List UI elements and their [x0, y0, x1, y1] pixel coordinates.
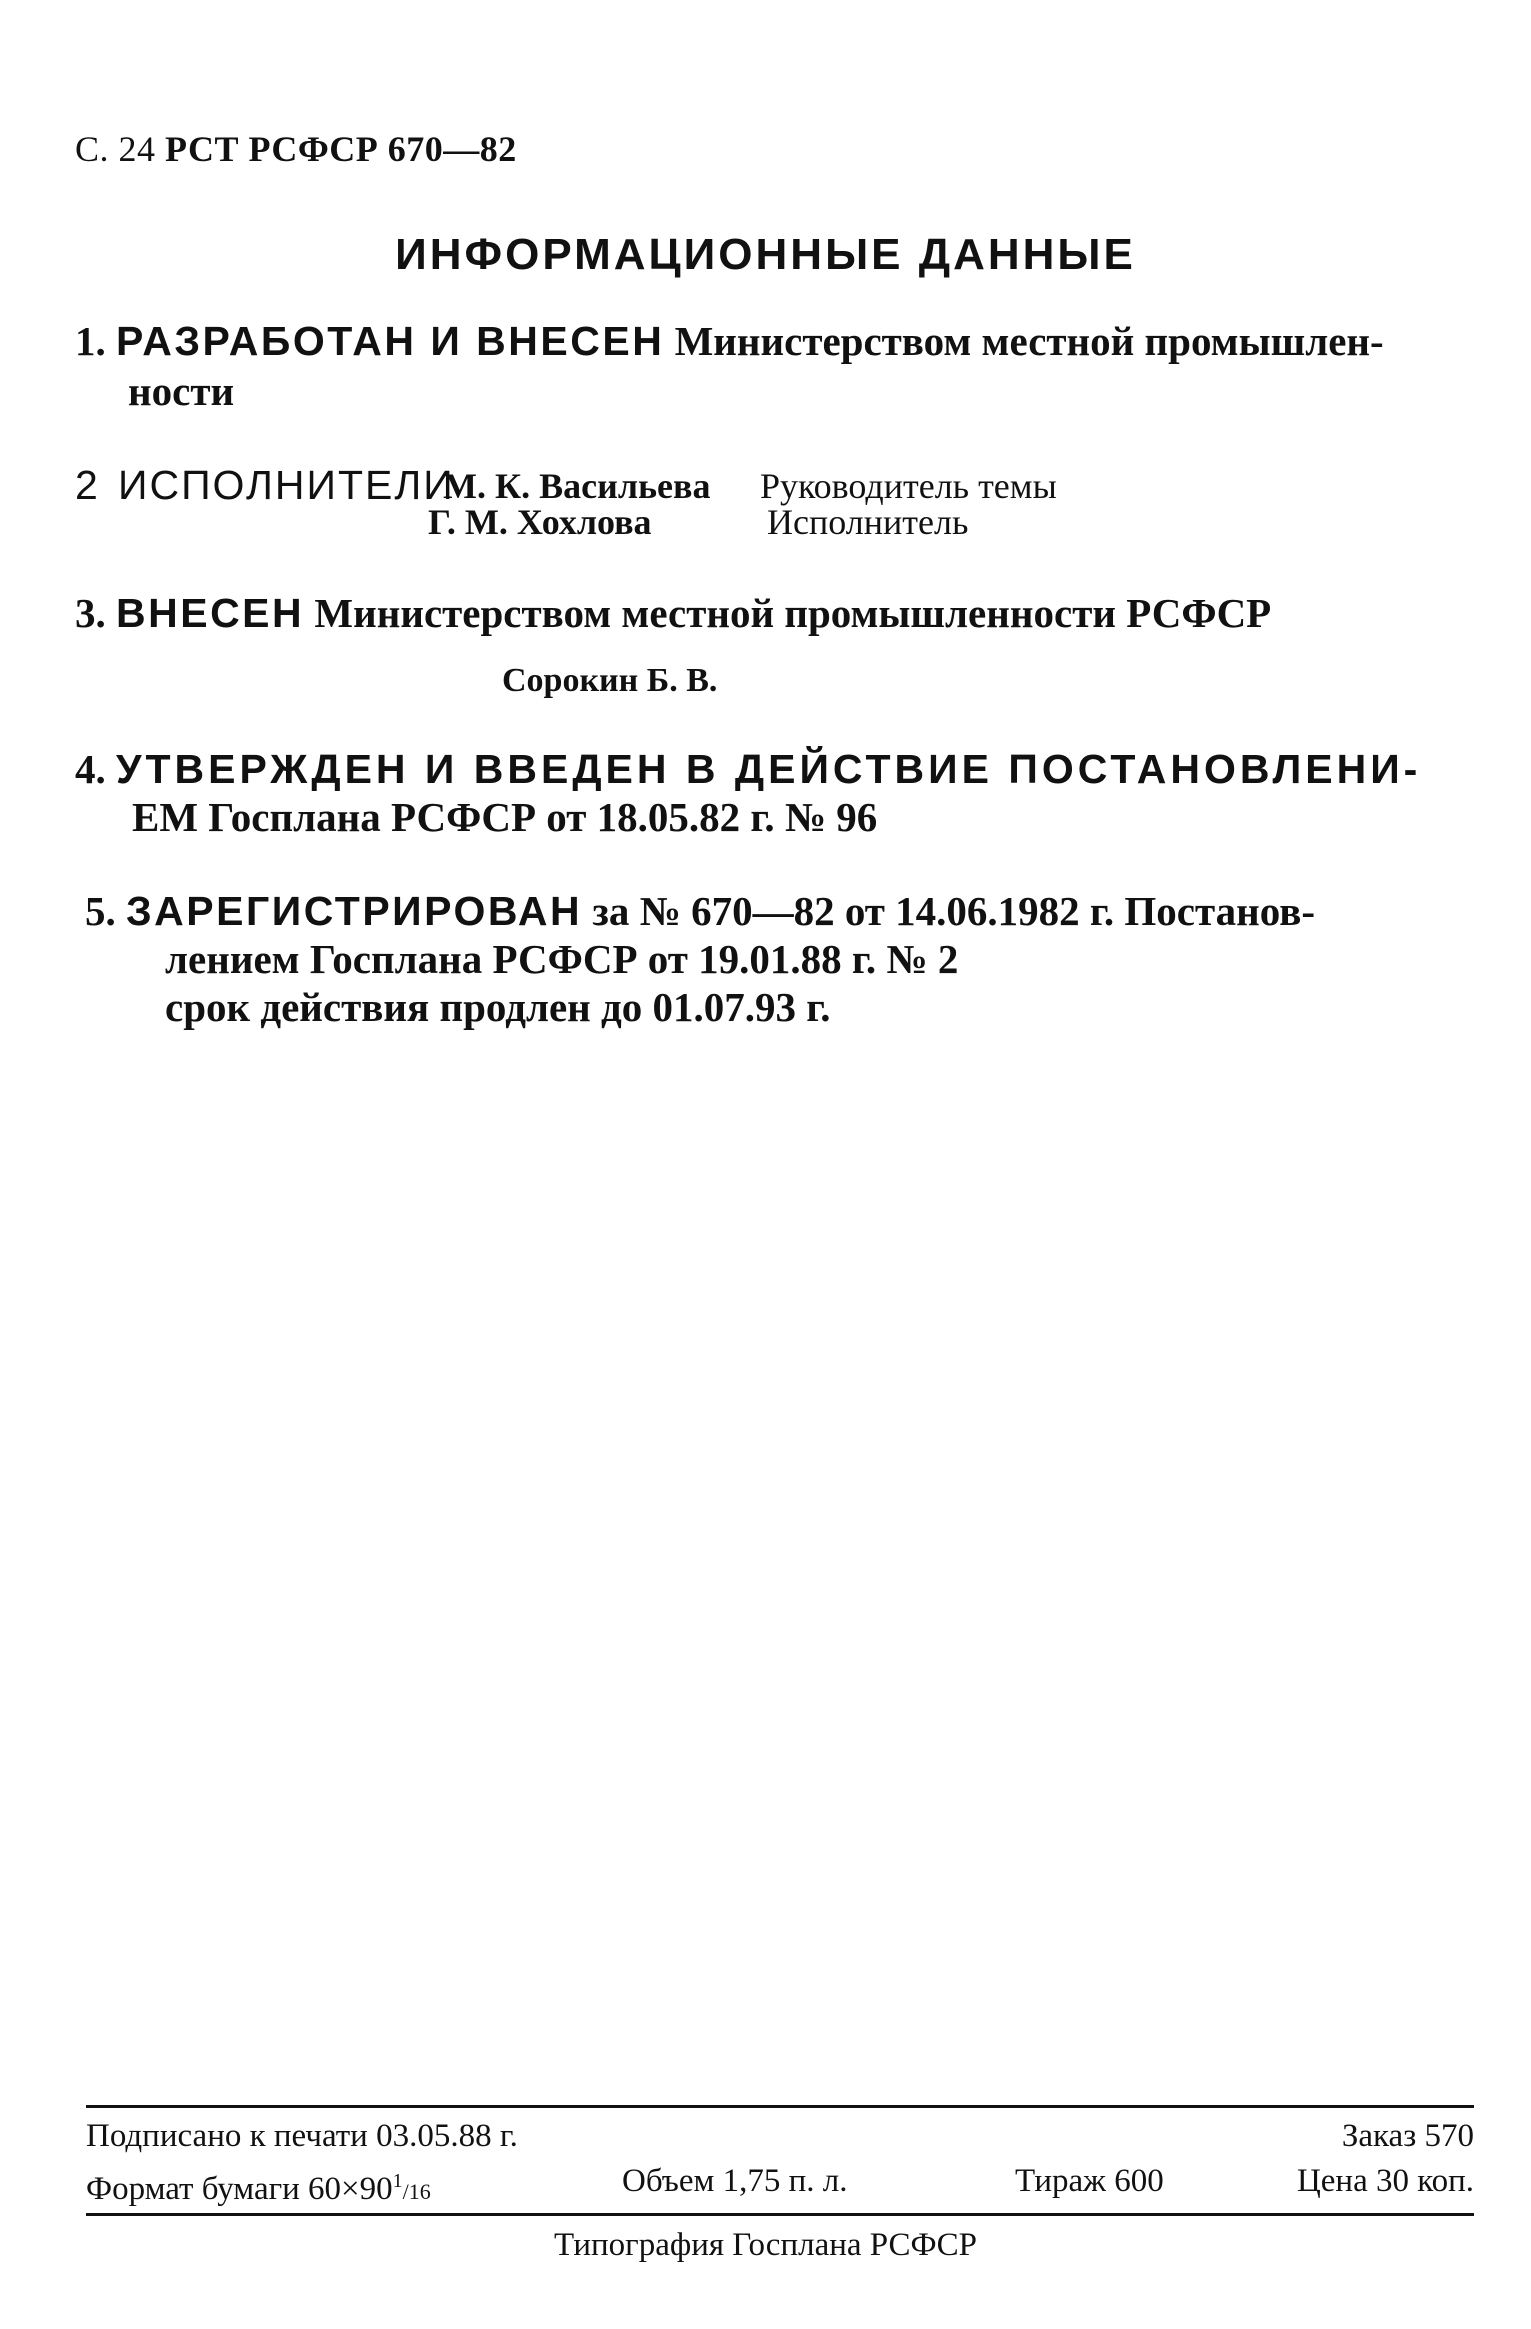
item-number: 2: [75, 462, 98, 508]
footer-run: Тираж 600: [1015, 2163, 1164, 2199]
item-3-signatory: Сорокин Б. В.: [502, 662, 718, 699]
footer-rule-bottom: [86, 2213, 1474, 2216]
item-heading: ВНЕСЕН: [116, 590, 305, 636]
footer-printer: Типография Госплана РСФСР: [554, 2227, 977, 2263]
info-item-2: [75, 462, 98, 508]
page-title: ИНФОРМАЦИОННЫЕ ДАННЫЕ: [395, 230, 1136, 279]
item-text: Министерством местной промышлен-: [674, 318, 1384, 364]
info-item-5-validity: срок действия продлен до 01.07.93 г.: [165, 984, 831, 1030]
item-number: 3.: [75, 590, 106, 636]
info-item-5: [85, 888, 1315, 934]
item-number: 4.: [75, 746, 106, 792]
item-heading: ИСПОЛНИТЕЛИ: [118, 462, 455, 508]
executor-role-2: Исполнитель: [767, 502, 969, 542]
info-item-5-continuation: лением Госплана РСФСР от 19.01.88 г. № 2: [165, 936, 959, 982]
info-item-1-continuation: ности: [128, 368, 235, 414]
info-item-4: [75, 746, 1421, 792]
item-heading: УТВЕРЖДЕН И ВВЕДЕН В ДЕЙСТВИЕ ПОСТАНОВЛЕНИ-: [116, 746, 1422, 792]
item-heading: РАЗРАБОТАН И ВНЕСЕН: [116, 318, 665, 364]
footer-signed: Подписано к печати 03.05.88 г.: [86, 2118, 518, 2154]
info-item-1: [75, 318, 1384, 364]
footer-price: Цена 30 коп.: [1296, 2163, 1474, 2199]
executor-role-1: Руководитель темы: [760, 466, 1057, 506]
info-item-3: [75, 590, 1271, 636]
footer-format: Формат бумаги $60\times 90^1/16$: [86, 2170, 431, 2207]
page-header: [75, 128, 517, 170]
item-text: Министерством местной промышленности РСФСР: [314, 590, 1272, 636]
page-number: С. 24: [75, 129, 156, 169]
item-number: 5.: [85, 888, 116, 934]
standard-code: РСТ РСФСР 670—82: [165, 129, 517, 169]
item-number: 1.: [75, 318, 106, 364]
executor-name-2: Г. М. Хохлова: [428, 502, 652, 542]
info-item-4-continuation: ЕМ Госплана РСФСР от 18.05.82 г. № 96: [132, 794, 878, 840]
item-text: за № 670—82 от 14.06.1982 г. Постанов-: [592, 888, 1316, 934]
item-heading: ЗАРЕГИСТРИРОВАН: [126, 888, 583, 934]
executor-name-1: М. К. Васильева: [443, 466, 711, 506]
footer-order: Заказ 570: [1341, 2118, 1474, 2154]
footer-rule-top: [86, 2105, 1474, 2108]
footer-volume: Объем 1,75 п. л.: [622, 2163, 848, 2199]
